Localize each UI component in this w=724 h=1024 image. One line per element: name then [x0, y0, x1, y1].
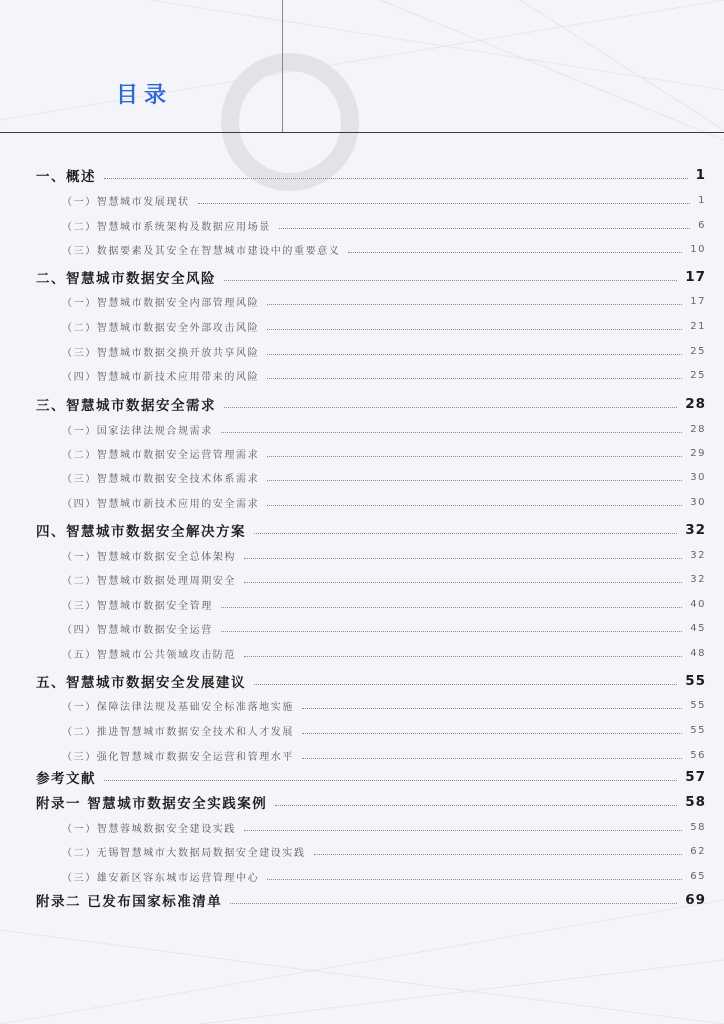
toc-page-number: 1 — [698, 194, 706, 206]
toc-entry-label: （四）智慧城市新技术应用的安全需求 — [62, 498, 260, 510]
toc-section-entry[interactable] — [62, 745, 706, 765]
toc-page-number: 57 — [685, 769, 706, 785]
toc-dot-leader — [254, 533, 677, 534]
toc-page-number: 40 — [690, 598, 706, 610]
toc-page-number: 28 — [690, 423, 706, 435]
toc-page-number: 55 — [690, 699, 706, 711]
toc-dot-leader — [221, 607, 682, 608]
toc-page-number: 17 — [690, 295, 706, 307]
toc-page-number: 32 — [690, 549, 706, 561]
toc-page-number: 30 — [690, 496, 706, 508]
toc-dot-leader — [224, 407, 677, 408]
toc-section-entry[interactable] — [62, 841, 706, 861]
toc-page-number: 32 — [685, 522, 706, 538]
toc-section-entry[interactable] — [62, 239, 706, 259]
toc-page-number: 58 — [690, 821, 706, 833]
toc-dot-leader — [244, 582, 682, 583]
toc-dot-leader — [244, 558, 682, 559]
toc-section-entry[interactable] — [62, 467, 706, 487]
toc-dot-leader — [104, 178, 688, 179]
toc-section-entry[interactable] — [62, 291, 706, 311]
toc-page-number: 1 — [695, 167, 706, 183]
toc-page-number: 56 — [690, 749, 706, 761]
toc-dot-leader — [267, 480, 682, 481]
toc-section-entry[interactable] — [62, 643, 706, 663]
toc-entry-label: （二）智慧城市系统架构及数据应用场景 — [62, 221, 271, 233]
toc-section-entry[interactable] — [62, 190, 706, 210]
toc-entry-label: （一）国家法律法规合规需求 — [62, 425, 213, 437]
toc-dot-leader — [267, 456, 682, 457]
toc-entry-label: （三）智慧城市数据交换开放共享风险 — [62, 347, 260, 359]
toc-entry-label: （一）智慧城市发展现状 — [62, 196, 190, 208]
toc-dot-leader — [198, 203, 691, 204]
toc-chapter-entry[interactable] — [36, 792, 706, 812]
toc-section-entry[interactable] — [62, 316, 706, 336]
toc-dot-leader — [348, 252, 682, 253]
toc-entry-label: （三）雄安新区容东城市运营管理中心 — [62, 872, 260, 884]
toc-page-number: 21 — [690, 320, 706, 332]
toc-page-number: 30 — [690, 471, 706, 483]
toc-entry-label: （二）无锡智慧城市大数据局数据安全建设实践 — [62, 847, 306, 859]
toc-dot-leader — [230, 903, 677, 904]
toc-dot-leader — [302, 733, 682, 734]
header-divider — [282, 0, 283, 132]
toc-entry-label: （一）智慧城市数据安全总体架构 — [62, 551, 236, 563]
toc-section-entry[interactable] — [62, 695, 706, 715]
toc-dot-leader — [314, 854, 683, 855]
toc-dot-leader — [254, 684, 677, 685]
toc-section-entry[interactable] — [62, 866, 706, 886]
toc-entry-label: （一）保障法律法规及基础安全标准落地实施 — [62, 701, 294, 713]
toc-dot-leader — [267, 329, 682, 330]
toc-dot-leader — [244, 830, 682, 831]
toc-section-entry[interactable] — [62, 618, 706, 638]
toc-section-entry[interactable] — [62, 365, 706, 385]
toc-dot-leader — [224, 280, 677, 281]
toc-page-number: 69 — [685, 892, 706, 908]
toc-entry-label: （五）智慧城市公共领域攻击防范 — [62, 649, 236, 661]
toc-page-number: 25 — [690, 345, 706, 357]
toc-entry-label: 二、智慧城市数据安全风险 — [36, 271, 216, 287]
toc-entry-label: 一、概述 — [36, 169, 96, 185]
toc-entry-label: （二）智慧城市数据处理周期安全 — [62, 575, 236, 587]
toc-section-entry[interactable] — [62, 419, 706, 439]
toc-chapter-entry[interactable] — [36, 671, 706, 691]
toc-section-entry[interactable] — [62, 594, 706, 614]
toc-section-entry[interactable] — [62, 569, 706, 589]
toc-page-number: 10 — [690, 243, 706, 255]
toc-page-number: 55 — [685, 673, 706, 689]
toc-entry-label: （一）智慧蓉城数据安全建设实践 — [62, 823, 236, 835]
toc-page-number: 6 — [698, 219, 706, 231]
toc-chapter-entry[interactable] — [36, 767, 706, 787]
toc-page-number: 62 — [690, 845, 706, 857]
toc-entry-label: （三）数据要素及其安全在智慧城市建设中的重要意义 — [62, 245, 341, 257]
toc-section-entry[interactable] — [62, 443, 706, 463]
toc-page-number: 32 — [690, 573, 706, 585]
toc-dot-leader — [267, 304, 682, 305]
toc-page-number: 58 — [685, 794, 706, 810]
toc-dot-leader — [267, 354, 682, 355]
toc-dot-leader — [267, 879, 682, 880]
toc-entry-label: （一）智慧城市数据安全内部管理风险 — [62, 297, 260, 309]
toc-section-entry[interactable] — [62, 545, 706, 565]
toc-dot-leader — [302, 708, 682, 709]
toc-entry-label: 附录一 智慧城市数据安全实践案例 — [36, 796, 268, 812]
toc-chapter-entry[interactable] — [36, 267, 706, 287]
toc-entry-label: （三）强化智慧城市数据安全运营和管理水平 — [62, 751, 294, 763]
toc-entry-label: 四、智慧城市数据安全解决方案 — [36, 524, 246, 540]
toc-chapter-entry[interactable] — [36, 394, 706, 414]
toc-page-number: 48 — [690, 647, 706, 659]
toc-dot-leader — [267, 505, 682, 506]
toc-entry-label: （三）智慧城市数据安全管理 — [62, 600, 213, 612]
toc-page-number: 65 — [690, 870, 706, 882]
toc-entry-label: （四）智慧城市新技术应用带来的风险 — [62, 371, 260, 383]
toc-page-number: 55 — [690, 724, 706, 736]
toc-chapter-entry[interactable] — [36, 520, 706, 540]
toc-page-number: 28 — [685, 396, 706, 412]
toc-section-entry[interactable] — [62, 720, 706, 740]
toc-dot-leader — [302, 758, 682, 759]
toc-dot-leader — [275, 805, 677, 806]
toc-section-entry[interactable] — [62, 215, 706, 235]
toc-entry-label: （二）智慧城市数据安全外部攻击风险 — [62, 322, 260, 334]
toc-chapter-entry[interactable] — [36, 890, 706, 910]
toc-section-entry[interactable] — [62, 817, 706, 837]
page-title: 目录 — [116, 83, 173, 108]
toc-dot-leader — [221, 631, 682, 632]
toc-entry-label: （二）智慧城市数据安全运营管理需求 — [62, 449, 260, 461]
toc-entry-label: 参考文献 — [36, 771, 96, 787]
toc-entry-label: （四）智慧城市数据安全运营 — [62, 624, 213, 636]
toc-section-entry[interactable] — [62, 341, 706, 361]
toc-entry-label: 附录二 已发布国家标准清单 — [36, 894, 223, 910]
toc-dot-leader — [221, 432, 682, 433]
toc-dot-leader — [267, 378, 682, 379]
toc-chapter-entry[interactable] — [36, 165, 706, 185]
toc-page-number: 25 — [690, 369, 706, 381]
toc-dot-leader — [244, 656, 682, 657]
toc-entry-label: （二）推进智慧城市数据安全技术和人才发展 — [62, 726, 294, 738]
toc-dot-leader — [279, 228, 690, 229]
toc-section-entry[interactable] — [62, 492, 706, 512]
toc-page-number: 45 — [690, 622, 706, 634]
toc-entry-label: 三、智慧城市数据安全需求 — [36, 398, 216, 414]
toc-page-number: 29 — [690, 447, 706, 459]
toc-page-number: 17 — [685, 269, 706, 285]
page-header — [0, 0, 724, 133]
toc-dot-leader — [104, 780, 677, 781]
toc-entry-label: 五、智慧城市数据安全发展建议 — [36, 675, 246, 691]
toc-entry-label: （三）智慧城市数据安全技术体系需求 — [62, 473, 260, 485]
